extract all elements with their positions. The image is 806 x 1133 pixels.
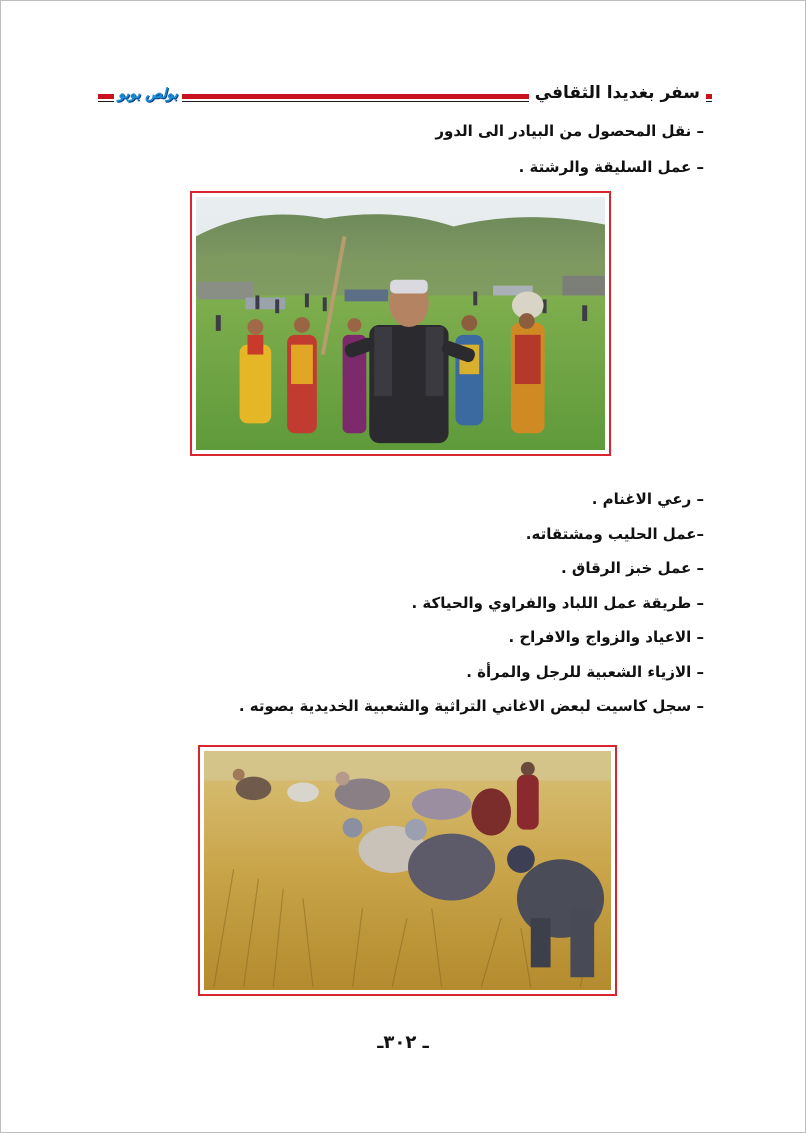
author-name: بولص بوبو (114, 83, 182, 105)
list-item: –عمل الحليب ومشتقاته. (525, 524, 704, 543)
page-number: ـ ٣٠٢ـ (377, 1032, 429, 1053)
list-item: – سجل كاسيت لبعض الاغاني التراثية والشعبية الخديدية بصوته . (238, 697, 704, 715)
list-item: – عمل السليقة والرشتة . (518, 158, 704, 176)
list-item: – طريقة عمل اللباد والفراوي والحياكة . (411, 593, 704, 612)
harvest-image (204, 751, 611, 990)
book-title: سفر بغديدا الثقافي (529, 80, 706, 106)
folk-dance-image (196, 197, 605, 450)
activity-list-top (435, 118, 704, 190)
activity-list-bottom (239, 486, 704, 728)
list-item: – الازياء الشعبية للرجل والمرأة . (466, 662, 704, 681)
list-item: – رعي الاغنام . (591, 490, 704, 508)
list-item: – الاعياد والزواج والافراح . (508, 628, 704, 646)
photo-folk-dance (190, 191, 611, 456)
list-item: – عمل خبز الرقاق . (560, 559, 704, 577)
photo-harvest (198, 745, 617, 996)
list-item: – نقل المحصول من البيادر الى الدور (435, 122, 704, 140)
